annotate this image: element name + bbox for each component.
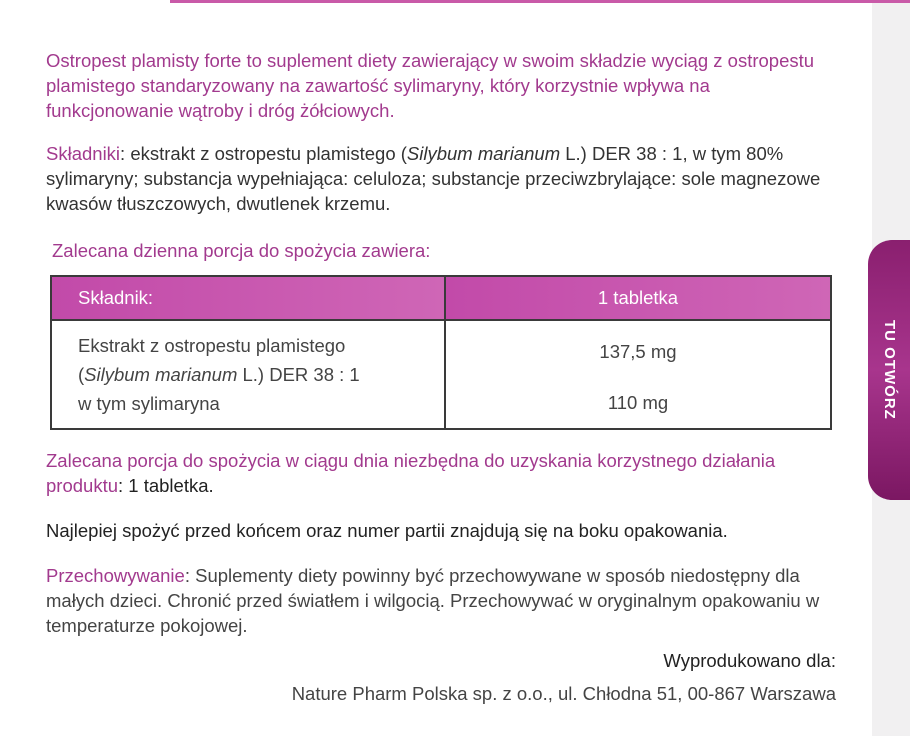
producer-address: Nature Pharm Polska sp. z o.o., ul. Chłodna 51, 00-867 Warszawa	[291, 683, 836, 704]
top-accent-line	[170, 0, 910, 3]
ingredients-text-after: L.) DER 38 : 1, w tym 80% sylimaryny; substancja wypełniająca: celuloza; substancje przeciwzbrylające: sole magnezowe kwasów tłuszczowych, dwutlenek krzemu.	[46, 143, 821, 214]
storage-text: : Suplementy diety powinny być przechowywane w sposób niedostępny dla małych dzieci. Chronić przed światłem i wilgocią. Przechowywać w oryginalnym opakowaniu w temperaturze pokojowej.	[46, 565, 820, 636]
table-cell-ingredient	[51, 320, 445, 429]
best-before-paragraph: Najlepiej spożyć przed końcem oraz numer partii znajdują się na boku opakowania.	[46, 520, 728, 541]
table-header-dose: 1 tabletka	[445, 276, 831, 320]
row-line-1: Ekstrakt z ostropestu plamistego	[78, 335, 346, 356]
ingredients-text-before: : ekstrakt z ostropestu plamistego (	[120, 143, 407, 164]
row-line-2-latin: Silybum marianum	[84, 364, 238, 385]
storage-paragraph	[46, 563, 836, 638]
intro-paragraph	[46, 48, 836, 123]
portion-value: : 1 tabletka.	[118, 475, 214, 496]
ingredients-label: Składniki	[46, 143, 121, 164]
table-row	[51, 320, 831, 429]
nutrition-table	[50, 275, 832, 430]
table-header-ingredient: Składnik:	[51, 276, 445, 320]
portion-label: Zalecana porcja do spożycia w ciągu dnia niezbędna do uzyskania korzystnego działania produktu	[46, 450, 776, 496]
producer-label: Wyprodukowano dla:	[663, 650, 836, 671]
leaflet-content	[46, 48, 836, 706]
table-header-row	[51, 276, 831, 320]
table-cell-dose	[445, 320, 831, 429]
product-name: Ostropest plamisty forte	[46, 50, 242, 71]
intro-text: to suplement diety zawierający w swoim składzie wyciąg z ostropestu plamistego standaryzowany na zawartość sylimaryny, który korzystnie wpływa na funkcjonowanie wątroby i dróg żółciowych.	[46, 50, 815, 121]
portion-paragraph	[46, 448, 836, 498]
row-line-2-open: (	[78, 364, 85, 385]
open-here-label: TU OTWÓRZ	[881, 320, 898, 420]
dose-extract: 137,5 mg	[599, 341, 677, 362]
table-title: Zalecana dzienna porcja do spożycia zawiera:	[52, 240, 431, 261]
row-line-3: w tym sylimaryna	[78, 393, 220, 414]
row-line-2-rest: L.) DER 38 : 1	[237, 364, 360, 385]
dose-silymarin: 110 mg	[607, 392, 669, 413]
ingredients-latin: Silybum marianum	[406, 143, 561, 164]
storage-label: Przechowywanie	[46, 565, 185, 586]
ingredients-paragraph	[46, 141, 836, 216]
